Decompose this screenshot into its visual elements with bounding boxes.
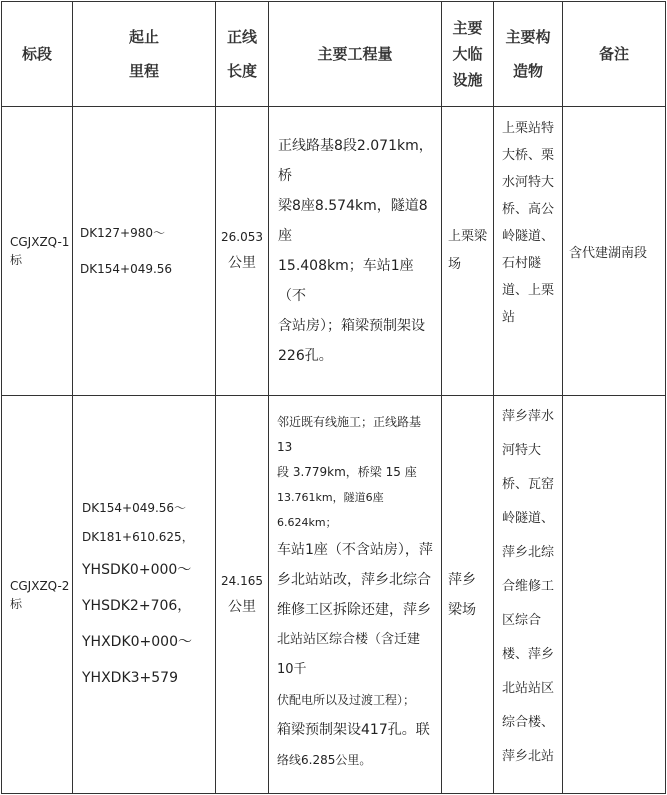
header-row (2, 2, 666, 107)
remarks-cell: 含代建湖南段 (563, 107, 666, 396)
table-row (2, 396, 666, 794)
temp-facility-cell: 萍乡 梁场 (442, 396, 494, 794)
structures-cell: 萍乡萍水 河特大 桥、瓦窑 岭隧道、 萍乡北综 合维修工 区综合 楼、萍乡 北站站区 综合楼、 萍乡北站 (494, 396, 563, 794)
header-mileage: 起止 里程 (73, 2, 216, 107)
main-works-cell: 正线路基8段2.071km，桥 梁8座8.574km，隧道8座 15.408km；车站1座（不 含站房）；箱梁预制架设 226孔。 (269, 107, 442, 396)
section-cell: CGJXZQ-1 标 (2, 107, 73, 396)
mileage-cell: DK154+049.56～ DK181+610.625， YHSDK0+000～ YHSDK2+706， YHXDK0+000～ YHXDK3+579 (73, 396, 216, 794)
header-structures: 主要构 造物 (494, 2, 563, 107)
header-temp-facilities: 主要 大临 设施 (442, 2, 494, 107)
project-table (1, 1, 666, 794)
mileage-cell: DK127+980～ DK154+049.56 (73, 107, 216, 396)
header-length: 正线 长度 (216, 2, 269, 107)
structures-cell: 上栗站特 大桥、栗 水河特大 桥、高公 岭隧道、 石村隧 道、上栗 站 (494, 107, 563, 396)
header-main-works: 主要工程量 (269, 2, 442, 107)
header-section: 标段 (2, 2, 73, 107)
header-remarks: 备注 (563, 2, 666, 107)
section-cell: CGJXZQ-2 标 (2, 396, 73, 794)
temp-facility-cell: 上栗梁 场 (442, 107, 494, 396)
remarks-cell (563, 396, 666, 794)
length-cell: 26.053 公里 (216, 107, 269, 396)
table-row (2, 107, 666, 396)
main-works-cell: 邻近既有线施工；正线路基13 段 3.779km，桥梁 15 座 13.761km，隧道6座6.624km； 车站1座（不含站房），萍 乡北站站改，萍乡北综合 维修工区拆除还建，萍乡 北站站区综合楼（含迁建10千 伏配电所以及过渡工程）； 箱梁预制架设417孔。联 络线6.285公里。 (269, 396, 442, 794)
length-cell: 24.165 公里 (216, 396, 269, 794)
